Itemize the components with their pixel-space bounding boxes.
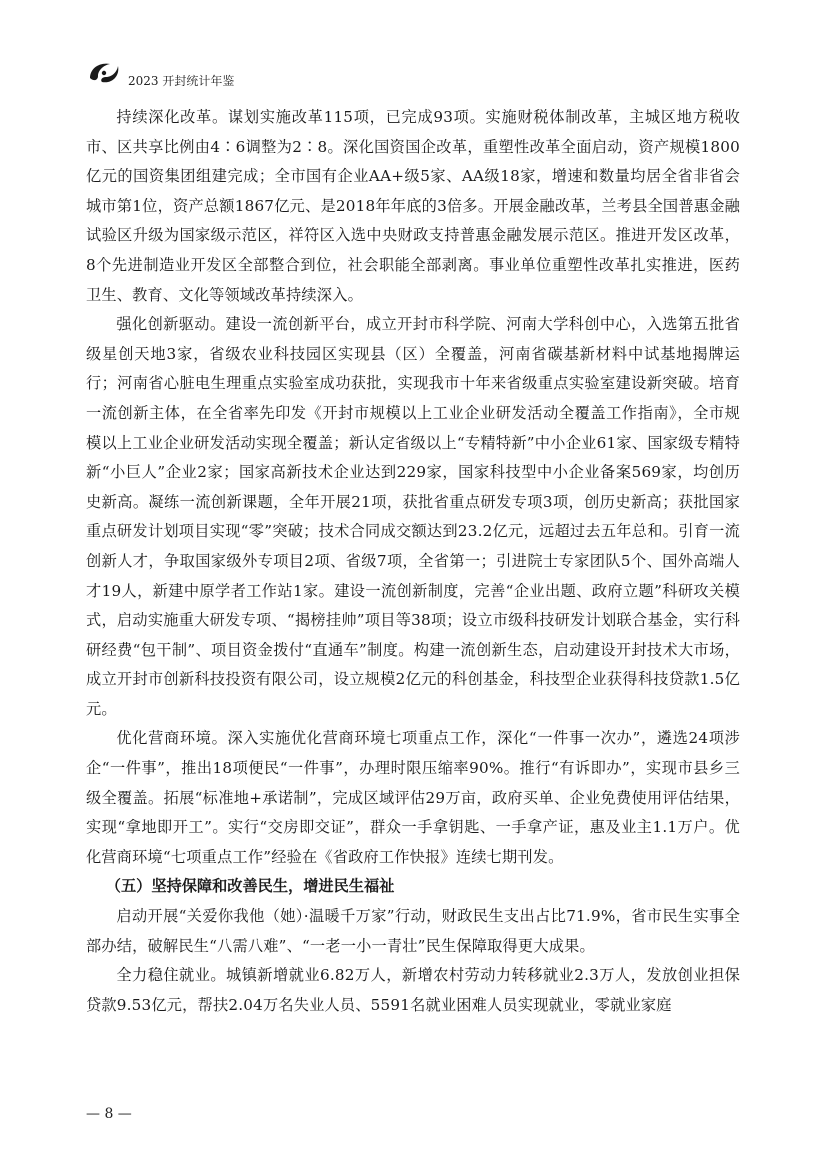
paragraph-employment: 全力稳住就业。城镇新增就业6.82万人，新增农村劳动力转移就业2.3万人，发放创业担保贷款9.53亿元，帮扶2.04万名失业人员、5591名就业困难人员实现就业，零就业家庭 bbox=[86, 966, 740, 1014]
section-heading: （五）坚持保障和改善民生，增进民生福祉 bbox=[105, 877, 395, 896]
paragraph-livelihood: 启动开展“关爱你我他（她）·温暖千万家”行动，财政民生支出占比71.9%，省市民生实事全部办结，破解民生“八需八难”、“一老一小一青壮”民生保障取得更大成果。 bbox=[86, 907, 740, 955]
document-body bbox=[86, 103, 740, 1020]
paragraph-reform: 持续深化改革。谋划实施改革115项，已完成93项。实施财税体制改革，主城区地方税收市、区共享比例由4∶6调整为2∶8。深化国资国企改革，重塑性改革全面启动，资产规模1800亿元的国资集团组建完成；全市国有企业AA+级5家、AA级18家，增速和数量均居全省非省会城市第1位，资产总额1867亿元、是2018年年底的3倍多。开展金融改革，兰考县全国普惠金融试验区升级为国家级示范区，祥符区入选中央财政支持普惠金融发展示范区。推进开发区改革，8个先进制造业开发区全部整合到位，社会职能全部剥离。事业单位重塑性改革扎实推进，医药卫生、教育、文化等领域改革持续深入。 bbox=[86, 108, 740, 304]
yearbook-logo-icon bbox=[84, 58, 124, 88]
header-title: 2023 开封统计年鉴 bbox=[128, 74, 235, 88]
paragraph-innovation: 强化创新驱动。建设一流创新平台，成立开封市科学院、河南大学科创中心，入选第五批省级星创天地3家，省级农业科技园区实现县（区）全覆盖，河南省碳基新材料中试基地揭牌运行；河南省心脏电生理重点实验室成功获批，实现我市十年来省级重点实验室建设新突破。培育一流创新主体，在全省率先印发《开封市规模以上工业企业研发活动全覆盖工作指南》，全市规模以上工业企业研发活动实现全覆盖；新认定省级以上“专精特新”中小企业61家、国家级专精特新“小巨人”企业2家；国家高新技术企业达到229家，国家科技型中小企业备案569家，均创历史新高。凝练一流创新课题，全年开展21项，获批省重点研发专项3项，创历史新高；获批国家重点研发计划项目实现“零”突破；技术合同成交额达到23.2亿元，远超过去五年总和。引育一流创新人才，争取国家级外专项目2项、省级7项，全省第一；引进院士专家团队5个、国外高端人才19人，新建中原学者工作站1家。建设一流创新制度，完善“企业出题、政府立题”科研攻关模式，启动实施重大研发专项、“揭榜挂帅”项目等38项；设立市级科技研发计划联合基金，实行科研经费“包干制”、项目资金拨付“直通车”制度。构建一流创新生态，启动建设开封技术大市场，成立开封市创新科技投资有限公司，设立规模2亿元的科创基金，科技型企业获得科技贷款1.5亿元。 bbox=[86, 315, 740, 718]
page-number: — 8 — bbox=[86, 1106, 132, 1122]
paragraph-business-environment: 优化营商环境。深入实施优化营商环境七项重点工作，深化“一件事一次办”，遴选24项涉企“一件事”，推出18项便民“一件事”，办理时限压缩率90%。推行“有诉即办”，实现市县乡三级全覆盖。拓展“标准地+承诺制”，完成区域评估29万亩，政府买单、企业免费使用评估结果，实现“拿地即开工”。实行“交房即交证”，群众一手拿钥匙、一手拿产证，惠及业主1.1万户。优化营商环境“七项重点工作”经验在《省政府工作快报》连续七期刊发。 bbox=[86, 729, 740, 866]
page-header bbox=[84, 58, 744, 98]
